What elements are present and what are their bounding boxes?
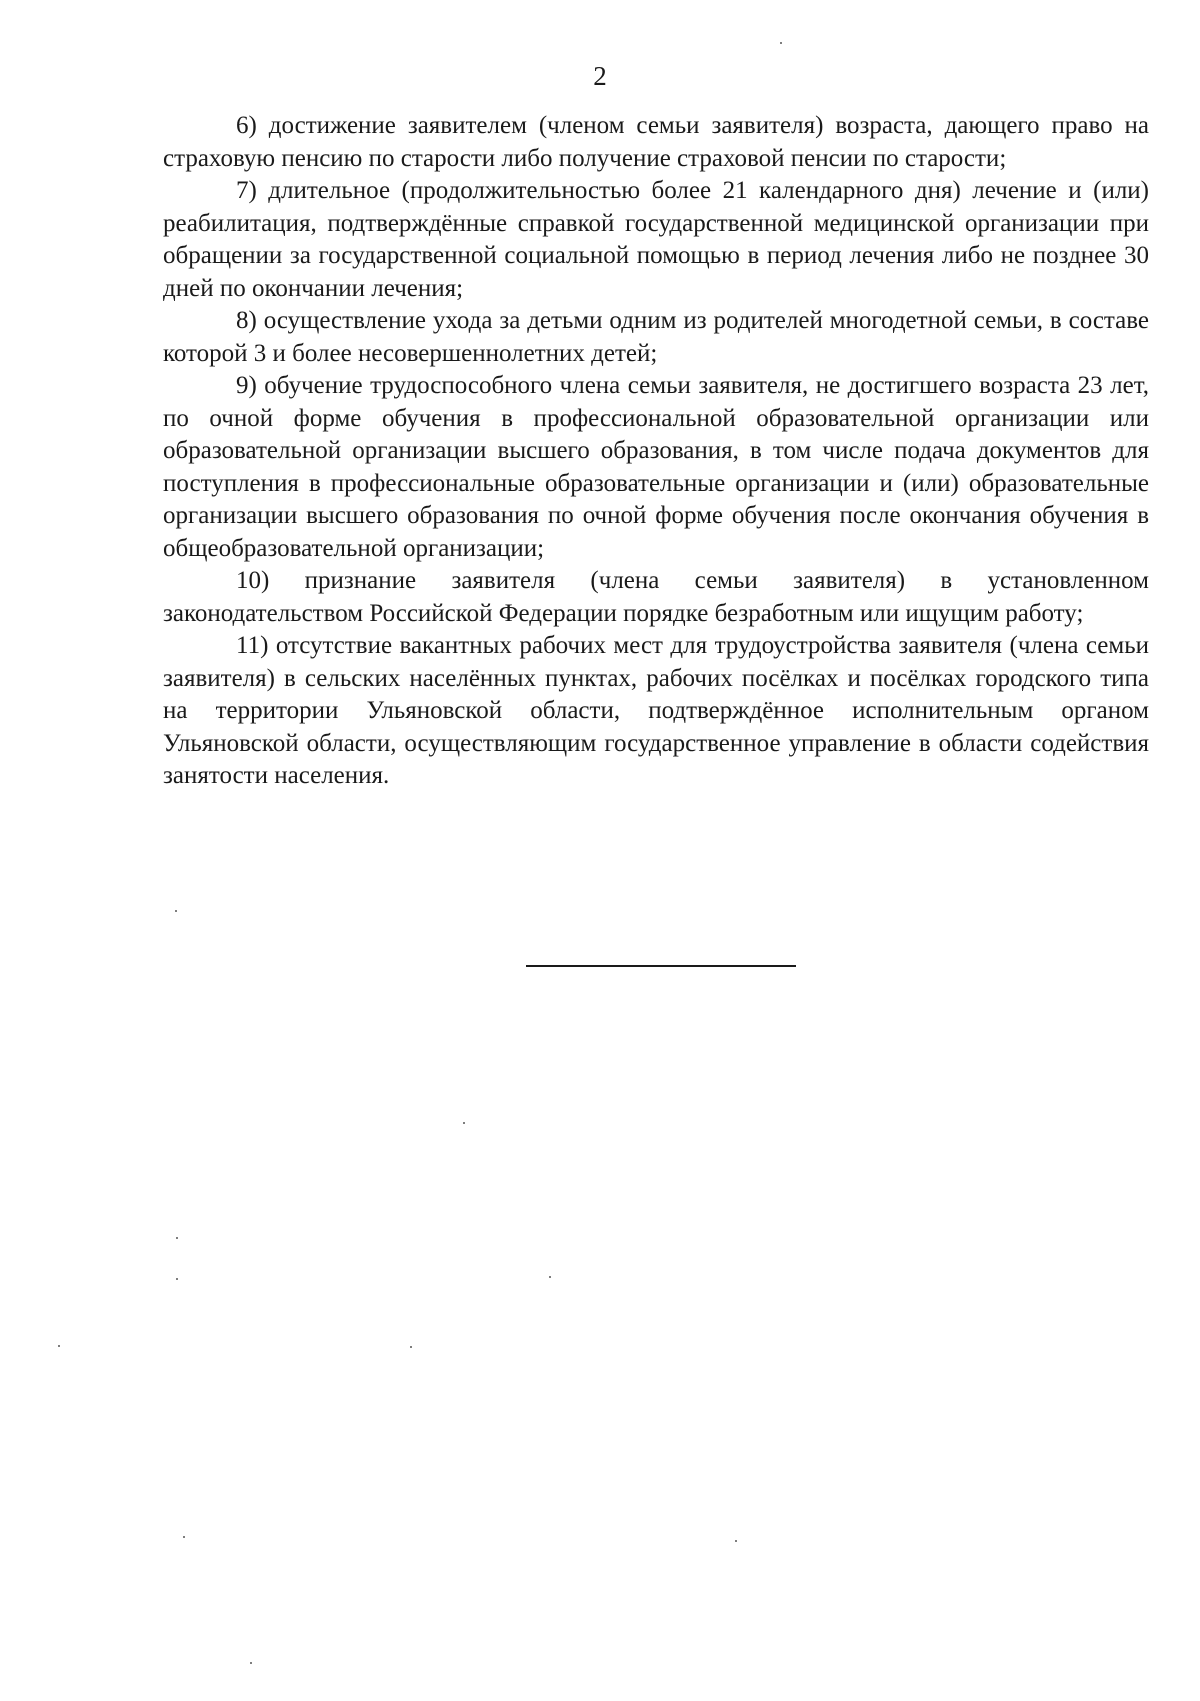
scan-speck — [250, 1662, 252, 1664]
scan-speck — [780, 42, 782, 44]
scan-speck — [183, 1536, 185, 1538]
list-item-6: 6) достижение заявителем (членом семьи заявителя) возраста, дающего право на страховую пенсию по старости либо получение страховой пенсии по старости; — [163, 112, 1149, 172]
list-item-11: 11) отсутствие вакантных рабочих мест для трудоустройства заявителя (члена семьи заявителя) в сельских населённых пунктах, рабочих посёлках и посёлках городского типа на территории Ульяновской области, подтверждённое исполнительным органом Ульяновской области, осуществляющим государственное управление в области содействия занятости населения. — [163, 632, 1149, 789]
scan-speck — [463, 1122, 465, 1124]
scan-speck — [410, 1346, 412, 1348]
scan-speck — [176, 1237, 178, 1239]
scan-speck — [735, 1540, 737, 1542]
list-item-8: 8) осуществление ухода за детьми одним из родителей многодетной семьи, в составе которой 3 и более несовершеннолетних детей; — [163, 307, 1149, 367]
scan-speck — [176, 1278, 178, 1280]
list-item-9: 9) обучение трудоспособного члена семьи заявителя, не достигшего возраста 23 лет, по очной форме обучения в профессиональной образовательной организации или образовательной организации высшего образования, в том числе подача документов для поступления в профессиональные образовательные организации и (или) образовательные организации высшего образования по очной форме обучения после окончания обучения в общеобразовательной организации; — [163, 372, 1149, 562]
list-item-10: 10) признание заявителя (члена семьи заявителя) в установленном законодательством Российской Федерации порядке безработным или ищущим работу; — [163, 567, 1149, 627]
scan-speck — [549, 1276, 551, 1278]
scan-speck — [175, 910, 177, 912]
document-body — [163, 110, 1149, 793]
list-item-7: 7) длительное (продолжительностью более 21 календарного дня) лечение и (или) реабилитация, подтверждённые справкой государственной медицинской организации при обращении за государственной социальной помощью в период лечения либо не позднее 30 дней по окончании лечения; — [163, 177, 1149, 302]
end-of-text-rule — [526, 965, 796, 967]
page-number: 2 — [593, 61, 607, 91]
scan-speck — [58, 1345, 60, 1347]
